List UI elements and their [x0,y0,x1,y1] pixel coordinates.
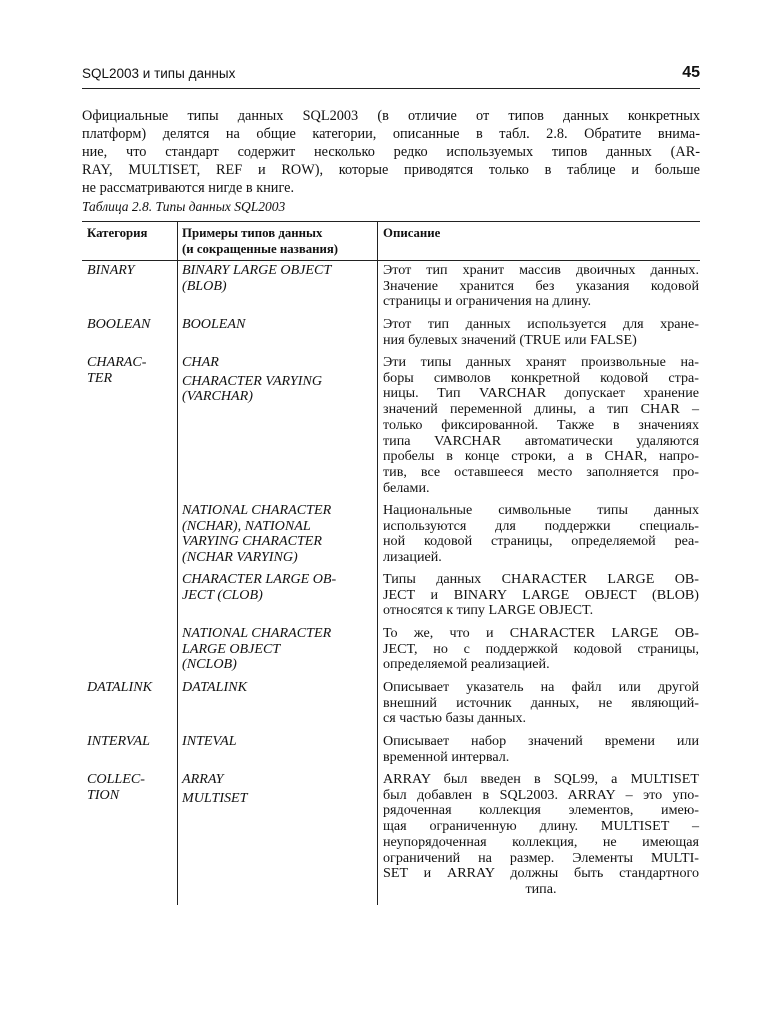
header-description: Описание [383,226,441,240]
intro-line: RAY, MULTISET, REF и ROW), которые приводятся только в таблице и больше [82,162,700,178]
table-row-category [87,734,177,750]
example-line: JECT (CLOB) [182,586,263,603]
description-line: внешний источник данных, не являющий- [383,694,699,711]
example-line: (BLOB) [182,277,227,294]
category-line: CHARAC- [87,354,147,370]
description-line: боры символов конкретной кодовой стра- [383,369,699,386]
description-line: ограничений на размер. Элементы MULTI- [383,849,699,866]
column-divider [377,221,378,905]
description-line: используются для поддержки специаль- [383,517,699,534]
table-row-examples [182,503,376,566]
table-row-description [383,317,699,348]
description-line: был добавлен в SQL2003. ARRAY – это упо- [383,786,699,803]
description-line: неупорядоченная коллекция, не имеющая [383,833,699,850]
description-line: щая ограниченную длину. MULTISET – [383,818,699,835]
table-row-examples [182,734,376,750]
description-line: временной интервал. [383,748,510,765]
table-row-category [87,263,177,279]
description-line: SET и ARRAY должны быть стандартного [383,865,699,882]
description-line: типа VARCHAR автоматически удаляются [383,432,699,449]
column-divider [177,221,178,905]
table-row-description [383,772,699,898]
description-line: страницы и ограничения на длину. [383,293,591,310]
description-line: Значение хранится без указания кодовой [383,277,699,294]
intro-paragraph [82,107,700,197]
example-line: CHAR [182,354,219,370]
description-line: Этот тип данных используется для хране- [383,316,699,332]
table-row-description [383,626,699,673]
table-top-rule [82,221,700,222]
example-line: (NCHAR), NATIONAL [182,517,311,534]
category-line: BINARY [87,262,135,278]
example-line: VARYING CHARACTER [182,533,323,550]
example-line: (NCHAR VARYING) [182,549,298,566]
example-line: BINARY LARGE OBJECT [182,262,332,278]
intro-line: Официальные типы данных SQL2003 (в отличие от типов данных конкретных [82,108,700,124]
example-line: CHARACTER LARGE OB- [182,571,337,587]
category-line: DATALINK [87,679,152,695]
example-line: (NCLOB) [182,656,237,673]
description-line: рядоченная коллекция элементов, имею- [383,802,699,819]
table-row-category [87,355,177,386]
table-row-category [87,317,177,333]
description-line: ния булевых значений (TRUE или FALSE) [383,331,637,348]
description-line: Описывает указатель на файл или другой [383,679,699,695]
example-line: DATALINK [182,679,247,695]
table-row-examples [182,355,376,405]
description-line: JECT, но с поддержкой кодовой страницы, [383,640,699,657]
table-row-examples [182,772,376,806]
description-line: Типы данных CHARACTER LARGE OB- [383,571,699,587]
table-row-description [383,734,699,765]
description-line: ARRAY был введен в SQL99, а MULTISET [383,771,699,787]
running-header [82,64,700,84]
header-category: Категория [87,226,148,240]
table-header-rule [82,260,700,261]
page-number: 45 [682,64,700,81]
table-row-examples [182,572,376,603]
description-line: То же, что и CHARACTER LARGE OB- [383,625,699,641]
table-row-category [87,772,177,803]
table-row-examples [182,317,376,333]
category-line: BOOLEAN [87,316,151,332]
description-line: Эти типы данных хранят произвольные на- [383,354,699,370]
description-line: белами. [383,479,430,496]
category-line: COLLEC- [87,771,145,787]
category-line: TER [87,369,113,386]
table-row-examples [182,680,376,696]
table-row-examples [182,626,376,673]
header-examples-line: (и сокращенные названия) [182,242,339,256]
description-line: тив, все оставшееся место заполняется про- [383,463,699,480]
table-caption: Таблица 2.8. Типы данных SQL2003 [82,199,286,214]
description-line: Описывает набор значений времени или [383,733,699,749]
description-line: ной кодовой страницы, определяемой реа- [383,533,699,550]
header-examples-line: Примеры типов данных [182,226,323,240]
example-line: BOOLEAN [182,316,246,332]
description-line: определяемой реализацией. [383,656,550,673]
intro-line: платформ) делятся на общие категории, описанные в табл. 2.8. Обратите внима- [82,126,700,142]
category-line: TION [87,786,120,803]
example-line: LARGE OBJECT [182,640,281,657]
table-row-description [383,263,699,310]
header-examples [182,225,376,257]
table-row-examples [182,263,376,294]
description-line: JECT и BINARY LARGE OBJECT (BLOB) [383,586,699,603]
table-row-description [383,355,699,496]
table-row-description [383,503,699,566]
table-row-description [383,680,699,727]
description-line: только фиксированной. Также в значениях [383,416,699,433]
table-row-category [87,680,177,696]
example-line: MULTISET [182,789,248,806]
table-row-description [383,572,699,619]
running-title: SQL2003 и типы данных [82,66,236,81]
description-line: лизацией. [383,549,442,566]
example-line: ARRAY [182,771,224,787]
description-line: ницы. Тип VARCHAR допускает хранение [383,385,699,402]
description-line: Этот тип хранит массив двоичных данных. [383,262,699,278]
intro-line: не рассматриваются нигде в книге. [82,180,295,196]
data-types-table [82,221,700,905]
description-line: значений переменной длины, а тип CHAR – [383,401,699,418]
header-rule [82,88,700,89]
example-line: NATIONAL CHARACTER [182,625,332,641]
example-line: (VARCHAR) [182,388,253,405]
description-line: пробелы в конце строки, а в CHAR, напро- [383,448,699,465]
example-line: INTEVAL [182,733,237,749]
description-line: относятся к типу LARGE OBJECT. [383,602,594,619]
example-line: NATIONAL CHARACTER [182,502,332,518]
intro-line: ние, что стандарт содержит несколько редко используемых типов данных (AR- [82,144,700,160]
example-line: CHARACTER VARYING [182,372,323,389]
description-line: ся частью базы данных. [383,710,527,727]
category-line: INTERVAL [87,733,150,749]
description-line: Национальные символьные типы данных [383,502,699,518]
description-line: типа. [525,880,557,897]
